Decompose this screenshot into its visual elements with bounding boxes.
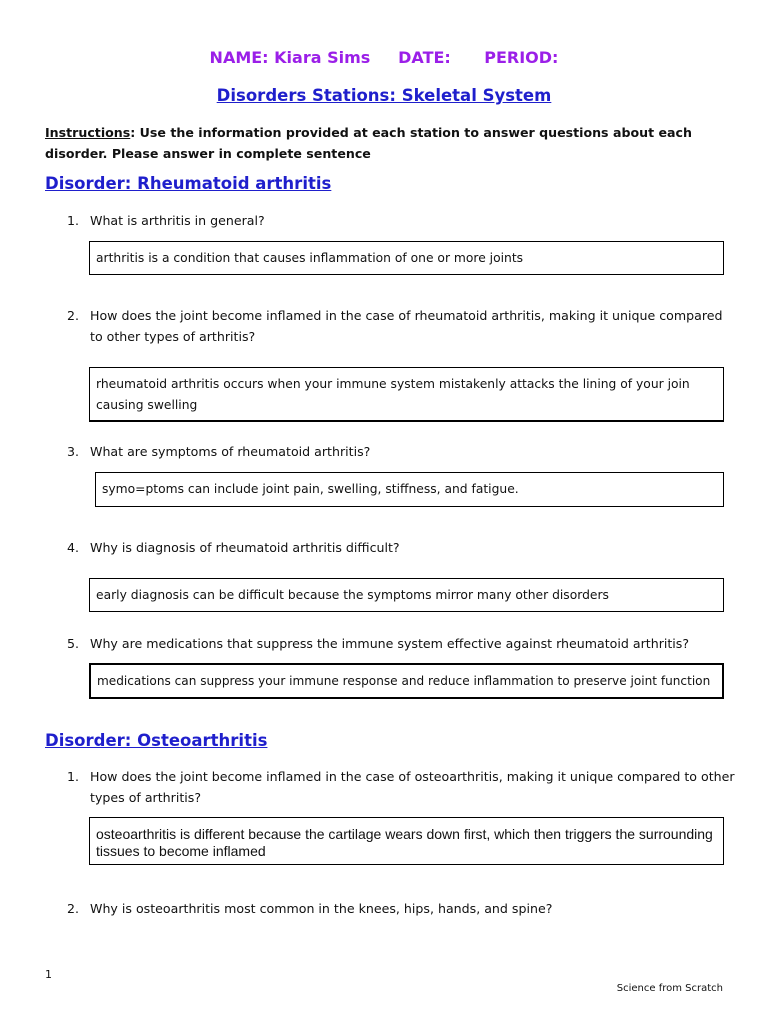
question-item <box>67 766 737 808</box>
question-text: Why is diagnosis of rheumatoid arthritis difficult? <box>90 540 400 555</box>
question-text: What are symptoms of rheumatoid arthritis? <box>90 444 371 459</box>
answer-box[interactable]: osteoarthritis is different because the cartilage wears down first, which then triggers the surrounding tissues to become inflamed <box>89 817 724 865</box>
question-text: How does the joint become inflamed in the case of osteoarthritis, making it unique compared to other types of arthritis? <box>90 769 735 805</box>
question-text: How does the joint become inflamed in the case of rheumatoid arthritis, making it unique compared to other types of arthritis? <box>90 308 723 344</box>
question-number: 2. <box>67 308 80 323</box>
section-heading-rheumatoid: Disorder: Rheumatoid arthritis <box>45 174 332 193</box>
question-item <box>67 305 737 347</box>
question-number: 5. <box>67 636 80 651</box>
instructions-text: : Use the information provided at each station to answer questions about each disorder. Please answer in complete sentence <box>45 125 692 161</box>
question-item <box>67 441 737 462</box>
instructions <box>45 122 735 164</box>
question-text: What is arthritis in general? <box>90 213 265 228</box>
page-number: 1 <box>45 968 52 981</box>
answer-box[interactable]: arthritis is a condition that causes inflammation of one or more joints <box>89 241 724 275</box>
instructions-label: Instructions <box>45 125 131 140</box>
answer-box[interactable]: medications can suppress your immune response and reduce inflammation to preserve joint function <box>89 663 724 699</box>
question-text: Why are medications that suppress the immune system effective against rheumatoid arthritis? <box>90 636 690 651</box>
question-item <box>67 898 737 919</box>
question-number: 1. <box>67 769 80 784</box>
section-heading-osteoarthritis: Disorder: Osteoarthritis <box>45 731 268 750</box>
question-text: Why is osteoarthritis most common in the knees, hips, hands, and spine? <box>90 901 553 916</box>
period-label: PERIOD: <box>484 48 559 67</box>
question-number: 3. <box>67 444 80 459</box>
question-number: 1. <box>67 213 80 228</box>
student-name: NAME: Kiara Sims <box>209 48 371 67</box>
answer-box[interactable]: symo=ptoms can include joint pain, swelling, stiffness, and fatigue. <box>95 472 724 507</box>
answer-box[interactable]: early diagnosis can be difficult because the symptoms mirror many other disorders <box>89 578 724 612</box>
question-item <box>67 633 737 654</box>
footer-credit: Science from Scratch <box>616 983 723 994</box>
question-number: 4. <box>67 540 80 555</box>
date-label: DATE: <box>398 48 451 67</box>
question-number: 2. <box>67 901 80 916</box>
header-line <box>0 48 768 67</box>
question-item <box>67 537 737 558</box>
question-item <box>67 210 737 231</box>
page-title: Disorders Stations: Skeletal System <box>216 86 552 105</box>
answer-box[interactable]: rheumatoid arthritis occurs when your immune system mistakenly attacks the lining of your join causing swelling <box>89 367 724 422</box>
